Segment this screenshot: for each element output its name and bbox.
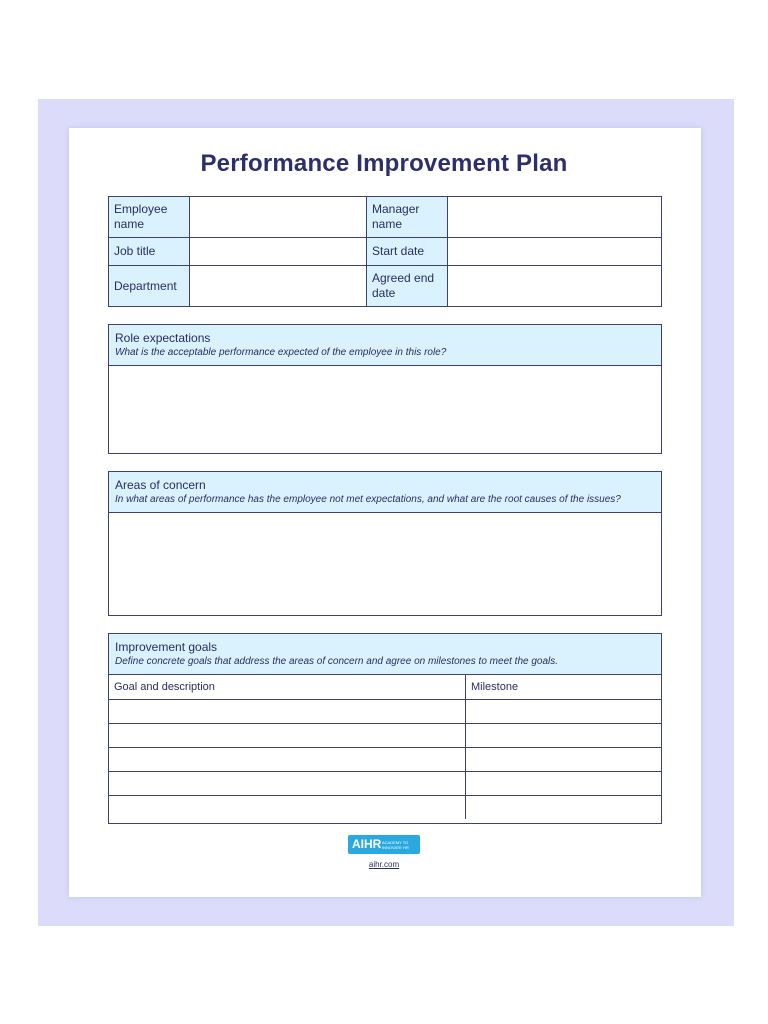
goal-cell[interactable] bbox=[109, 723, 466, 747]
website-link[interactable]: aihr.com bbox=[368, 860, 400, 869]
table-row bbox=[109, 699, 661, 723]
goals-table bbox=[109, 675, 661, 819]
improvement-goals-header bbox=[109, 634, 661, 675]
goal-cell[interactable] bbox=[109, 699, 466, 723]
aihr-logo bbox=[348, 835, 420, 854]
logo-tagline: ACADEMY TO INNOVATE HR bbox=[382, 840, 409, 850]
milestone-cell[interactable] bbox=[466, 747, 662, 771]
improvement-goals-description: Define concrete goals that address the areas of concern and agree on milestones to meet the goals. bbox=[115, 656, 559, 667]
milestone-cell[interactable] bbox=[466, 723, 662, 747]
table-row bbox=[109, 723, 661, 747]
improvement-goals-title: Improvement goals bbox=[115, 640, 218, 654]
areas-of-concern-section bbox=[108, 471, 662, 616]
goal-cell[interactable] bbox=[109, 747, 466, 771]
areas-of-concern-field[interactable] bbox=[109, 513, 661, 599]
agreed-end-date-field[interactable] bbox=[448, 266, 662, 307]
goal-cell[interactable] bbox=[109, 795, 466, 819]
department-label: Department bbox=[109, 266, 190, 307]
milestone-cell[interactable] bbox=[466, 795, 662, 819]
manager-name-label: Manager name bbox=[367, 197, 448, 238]
employee-name-label: Employee name bbox=[109, 197, 190, 238]
goal-column-header: Goal and description bbox=[109, 675, 466, 699]
areas-of-concern-title: Areas of concern bbox=[115, 478, 206, 492]
role-expectations-section bbox=[108, 324, 662, 454]
employee-info-table bbox=[108, 196, 662, 307]
improvement-goals-section bbox=[108, 633, 662, 824]
table-row bbox=[109, 747, 661, 771]
areas-of-concern-description: In what areas of performance has the employee not met expectations, and what are the root causes of the issues? bbox=[115, 494, 621, 505]
role-expectations-field[interactable] bbox=[109, 366, 661, 452]
job-title-field[interactable] bbox=[190, 238, 367, 266]
employee-name-field[interactable] bbox=[190, 197, 367, 238]
manager-name-field[interactable] bbox=[448, 197, 662, 238]
table-row bbox=[109, 771, 661, 795]
job-title-label: Job title bbox=[109, 238, 190, 266]
goal-cell[interactable] bbox=[109, 771, 466, 795]
role-expectations-header bbox=[109, 325, 661, 366]
agreed-end-date-label: Agreed end date bbox=[367, 266, 448, 307]
milestone-cell[interactable] bbox=[466, 771, 662, 795]
page-title: Performance Improvement Plan bbox=[200, 150, 568, 177]
milestone-cell[interactable] bbox=[466, 699, 662, 723]
start-date-label: Start date bbox=[367, 238, 448, 266]
start-date-field[interactable] bbox=[448, 238, 662, 266]
role-expectations-title: Role expectations bbox=[115, 331, 211, 345]
milestone-column-header: Milestone bbox=[471, 680, 519, 693]
logo-text: AIHR bbox=[352, 837, 382, 851]
areas-of-concern-header bbox=[109, 472, 661, 513]
role-expectations-description: What is the acceptable performance expected of the employee in this role? bbox=[115, 347, 447, 358]
department-field[interactable] bbox=[190, 266, 367, 307]
table-row bbox=[109, 795, 661, 819]
